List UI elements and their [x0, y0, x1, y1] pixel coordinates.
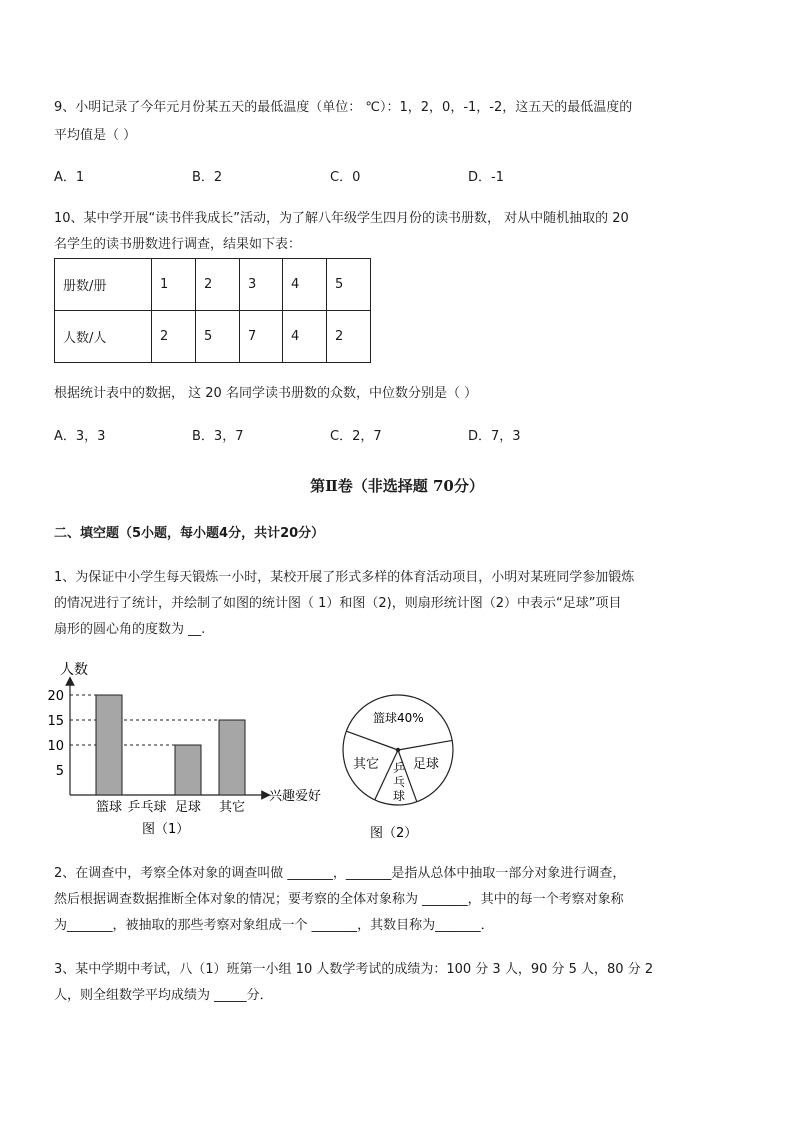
chart-title-2: 图（2） — [370, 826, 418, 841]
table-cell: 5 — [327, 259, 371, 311]
chart-ylabel: 人数 — [60, 662, 88, 678]
bar-0 — [96, 695, 122, 795]
category-label: 足球 — [174, 800, 202, 815]
f3-line-2: 人，则全组数学平均成绩为 _____分． — [54, 988, 273, 1003]
pie-center — [396, 748, 400, 752]
f2-line-3: 为_______，被抽取的那些考察对象组成一个 _______，其数目称为_______． — [54, 918, 494, 933]
q10-line-2: 名学生的读书册数进行调查，结果如下表： — [54, 237, 302, 252]
pie-chart — [336, 690, 466, 850]
y-tick-label: 10 — [47, 739, 64, 754]
table-cell: 7 — [240, 311, 283, 363]
pie-label-pingpong-1: 乒 — [393, 761, 406, 775]
q9-option-d: D．-1 — [468, 170, 504, 185]
y-tick-label: 20 — [47, 689, 64, 704]
category-label: 乒乓球 — [127, 800, 167, 815]
q10-option-c: C．2，7 — [330, 429, 382, 444]
q9-option-a: A．1 — [54, 170, 85, 185]
table-row — [55, 259, 371, 311]
table-cell: 3 — [240, 259, 283, 311]
bar-2 — [175, 745, 201, 795]
pie-label-pingpong-2: 乓 — [393, 775, 406, 789]
chart-title-1: 图（1） — [142, 822, 190, 837]
pie-label-football: 足球 — [413, 757, 440, 772]
part-2-heading: 二、填空题（5小题，每小题4分，共计20分） — [54, 526, 325, 541]
chart-xlabel: 兴趣爱好 — [269, 789, 322, 804]
y-tick-label: 5 — [55, 764, 64, 779]
reading-table — [54, 258, 371, 363]
table-header-people: 人数/人 — [55, 311, 152, 363]
q9-line-2: 平均值是（ ） — [54, 128, 137, 143]
bar-chart — [44, 655, 344, 845]
q9-line-1: 9、小明记录了今年元月份某五天的最低温度（单位： ℃）：1，2，0，-1，-2，这五天的最低温度的 — [54, 100, 633, 115]
q9-option-b: B．2 — [192, 170, 223, 185]
q10-option-d: D．7，3 — [468, 429, 521, 444]
f2-line-1: 2、在调查中，考察全体对象的调查叫做 _______，_______是指从总体中抽取一部分对象进行调查， — [54, 866, 626, 881]
pie-label-basketball: 篮球40% — [373, 711, 424, 725]
table-cell: 4 — [283, 259, 327, 311]
f3-line-1: 3、某中学期中考试，八（1）班第一小组 10 人数学考试的成绩为：100 分 3 人，90 分 5 人，80 分 2 — [54, 962, 654, 977]
table-cell: 4 — [283, 311, 327, 363]
q9-option-c: C．0 — [330, 170, 361, 185]
q10-line-1: 10、某中学开展“读书伴我成长”活动，为了解八年级学生四月份的读书册数， 对从中随机抽取的 20 — [54, 211, 629, 226]
table-row — [55, 311, 371, 363]
q10-question: 根据统计表中的数据， 这 20 名同学读书册数的众数，中位数分别是（ ） — [54, 386, 478, 401]
f1-line-3: 扇形的圆心角的度数为 __. — [54, 622, 206, 637]
y-tick-label: 15 — [47, 714, 64, 729]
category-label: 其它 — [218, 800, 246, 815]
table-cell: 2 — [196, 259, 240, 311]
table-cell: 2 — [327, 311, 371, 363]
table-cell: 1 — [152, 259, 196, 311]
q10-option-a: A．3，3 — [54, 429, 106, 444]
pie-label-other: 其它 — [353, 757, 380, 772]
f1-line-1: 1、为保证中小学生每天锻炼一小时，某校开展了形式多样的体育活动项目，小明对某班同学参加锻炼 — [54, 570, 635, 585]
section-2-title: 第Ⅱ卷（非选择题 70分） — [310, 477, 484, 495]
table-cell: 5 — [196, 311, 240, 363]
f2-line-2: 然后根据调查数据推断全体对象的情况；要考察的全体对象称为 _______，其中的每一个考察对象称 — [54, 892, 624, 907]
q10-option-b: B．3，7 — [192, 429, 244, 444]
table-cell: 2 — [152, 311, 196, 363]
pie-label-pingpong-3: 球 — [393, 789, 406, 803]
table-header-books: 册数/册 — [55, 259, 152, 311]
f1-line-2: 的情况进行了统计，并绘制了如图的统计图（ 1）和图（2)，则扇形统计图（2）中表示“足球”项目 — [54, 596, 622, 611]
category-label: 篮球 — [95, 800, 123, 815]
bar-3 — [219, 720, 245, 795]
